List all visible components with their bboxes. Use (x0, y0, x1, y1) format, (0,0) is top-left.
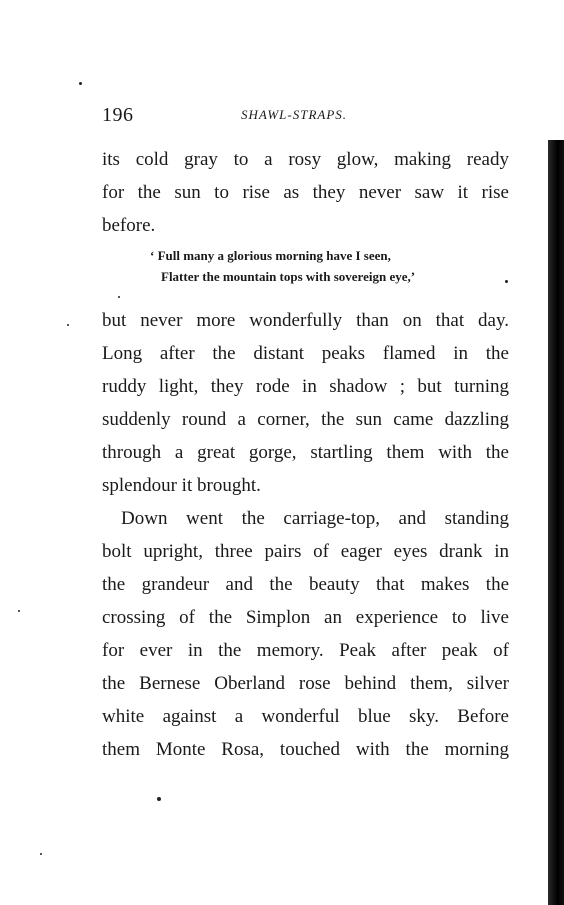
text-line: them Monte Rosa, touched with the morning (102, 739, 509, 760)
verse-quote-line: Flatter the mountain tops with sovereign eye,’ (161, 269, 416, 284)
scan-speck (157, 797, 161, 801)
text-line: suddenly round a corner, the sun came dazzling (102, 409, 509, 430)
page-number: 196 (102, 104, 134, 126)
page-header (102, 104, 512, 128)
scan-speck (67, 324, 69, 326)
text-line: the grandeur and the beauty that makes the (102, 574, 509, 595)
text-line: ruddy light, they rode in shadow ; but turning (102, 376, 509, 397)
scan-speck (79, 82, 82, 85)
text-line: Down went the carriage-top, and standing (121, 508, 509, 529)
scan-speck (505, 280, 508, 283)
text-line: but never more wonderfully than on that day. (102, 310, 509, 331)
text-line: the Bernese Oberland rose behind them, silver (102, 673, 509, 694)
page-edge-shadow (548, 140, 564, 905)
text-line: bolt upright, three pairs of eager eyes drank in (102, 541, 509, 562)
scan-speck (18, 610, 20, 612)
verse-quote-line: ‘ Full many a glorious morning have I seen, (150, 248, 391, 263)
text-line: its cold gray to a rosy glow, making ready (102, 149, 509, 170)
text-line: before. (102, 215, 156, 236)
text-line: for the sun to rise as they never saw it rise (102, 182, 509, 203)
text-line: through a great gorge, startling them with the (102, 442, 509, 463)
text-line: white against a wonderful blue sky. Before (102, 706, 509, 727)
text-line: splendour it brought. (102, 475, 261, 496)
text-line: for ever in the memory. Peak after peak of (102, 640, 509, 661)
text-line: crossing of the Simplon an experience to live (102, 607, 509, 628)
running-title: SHAWL-STRAPS. (241, 107, 348, 122)
scan-speck (40, 853, 42, 855)
scan-speck (118, 296, 120, 298)
text-line: Long after the distant peaks flamed in the (102, 343, 509, 364)
